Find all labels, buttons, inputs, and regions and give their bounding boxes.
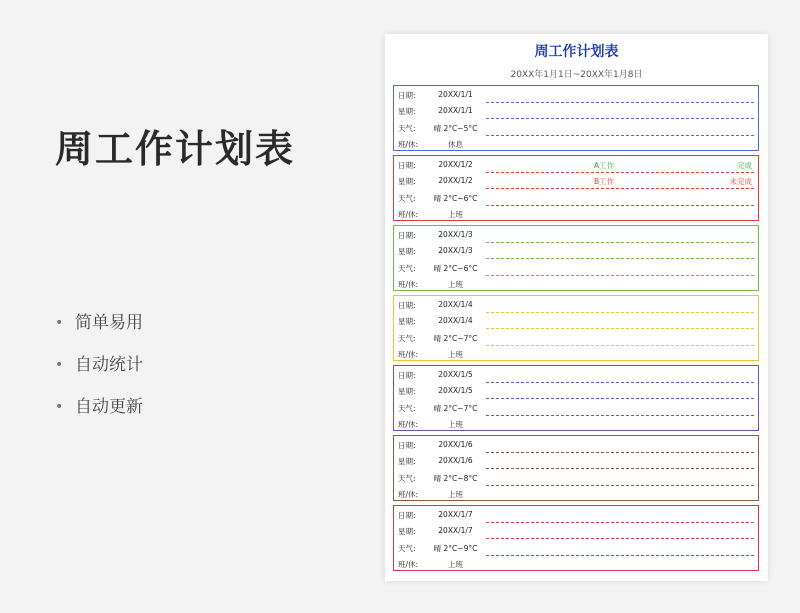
day-row-weekday xyxy=(394,453,758,469)
bullet-icon: • xyxy=(55,399,64,415)
date-label: 日期: xyxy=(398,91,416,100)
weather-value: 晴 2°C~6°C xyxy=(433,263,478,273)
day-row-weather xyxy=(394,190,758,206)
plan-sheet xyxy=(385,34,768,581)
day-row-weekday xyxy=(394,383,758,399)
task-status: 未完成 xyxy=(729,177,752,187)
day-row-weekday xyxy=(394,103,758,119)
bullet-icon: • xyxy=(55,357,64,373)
day-block xyxy=(393,225,759,291)
page-title: 周工作计划表 xyxy=(55,127,296,171)
sheet-title: 周工作计划表 xyxy=(534,44,619,60)
weekday-label: 星期: xyxy=(398,317,416,327)
bullet-icon: • xyxy=(55,315,64,331)
weather-label: 天气: xyxy=(398,263,416,273)
shift-value: 上班 xyxy=(448,279,463,289)
weather-value: 晴 2°C~6°C xyxy=(433,193,478,203)
shift-value: 上班 xyxy=(448,559,463,569)
day-block xyxy=(393,295,759,361)
day-row-weekday xyxy=(394,243,758,259)
day-block xyxy=(393,85,759,151)
day-row-shift xyxy=(394,346,758,362)
feature-item: • 简单易用 xyxy=(55,313,143,333)
day-row-date xyxy=(394,227,758,243)
day-row-date xyxy=(394,367,758,383)
shift-value: 上班 xyxy=(448,349,463,359)
day-row-shift xyxy=(394,486,758,502)
weather-label: 天气: xyxy=(398,333,416,343)
date-label: 日期: xyxy=(398,441,416,450)
shift-label: 班/休: xyxy=(398,559,419,569)
day-row-date xyxy=(394,507,758,523)
day-row-weather xyxy=(394,400,758,416)
weekday-label: 星期: xyxy=(398,107,416,117)
weekday-label: 星期: xyxy=(398,387,416,397)
day-row-shift xyxy=(394,206,758,222)
shift-value: 休息 xyxy=(448,139,463,149)
weather-value: 晴 2°C~5°C xyxy=(433,123,478,133)
weather-value: 晴 2°C~7°C xyxy=(433,403,478,413)
weather-value: 晴 2°C~9°C xyxy=(433,543,478,553)
weekday-label: 星期: xyxy=(398,247,416,257)
day-row-date xyxy=(394,437,758,453)
date-value: 20XX/1/6 xyxy=(438,440,473,449)
date-range: 20XX年1月1日~20XX年1月8日 xyxy=(510,70,643,80)
day-block xyxy=(393,155,759,221)
weekday-value: 20XX/1/6 xyxy=(438,456,473,466)
day-block xyxy=(393,505,759,571)
task-name: A工作 xyxy=(594,161,615,170)
day-row-weekday xyxy=(394,523,758,539)
shift-label: 班/休: xyxy=(398,209,419,219)
weather-value: 晴 2°C~7°C xyxy=(433,333,478,343)
feature-item: • 自动更新 xyxy=(55,397,143,417)
weekday-value: 20XX/1/5 xyxy=(438,386,473,396)
task-status: 完成 xyxy=(737,161,752,170)
weekday-label: 星期: xyxy=(398,527,416,537)
date-value: 20XX/1/1 xyxy=(438,90,473,99)
date-value: 20XX/1/4 xyxy=(438,300,473,309)
day-row-shift xyxy=(394,556,758,572)
day-row-weather xyxy=(394,540,758,556)
shift-label: 班/休: xyxy=(398,349,419,359)
weekday-value: 20XX/1/2 xyxy=(438,176,473,186)
shift-label: 班/休: xyxy=(398,489,419,499)
date-value: 20XX/1/2 xyxy=(438,160,473,169)
weather-label: 天气: xyxy=(398,403,416,413)
day-row-weather xyxy=(394,470,758,486)
weekday-value: 20XX/1/3 xyxy=(438,246,473,256)
day-row-weather xyxy=(394,120,758,136)
day-row-date xyxy=(394,157,758,173)
shift-label: 班/休: xyxy=(398,139,419,149)
weekday-value: 20XX/1/4 xyxy=(438,316,473,326)
date-label: 日期: xyxy=(398,231,416,240)
shift-value: 上班 xyxy=(448,489,463,499)
shift-value: 上班 xyxy=(448,209,463,219)
weather-label: 天气: xyxy=(398,123,416,133)
shift-label: 班/休: xyxy=(398,419,419,429)
weather-label: 天气: xyxy=(398,473,416,483)
weekday-value: 20XX/1/7 xyxy=(438,526,473,536)
weather-value: 晴 2°C~8°C xyxy=(433,473,478,483)
day-row-weather xyxy=(394,260,758,276)
day-row-date xyxy=(394,87,758,103)
day-row-weekday xyxy=(394,173,758,189)
date-value: 20XX/1/5 xyxy=(438,370,473,379)
day-row-shift xyxy=(394,136,758,152)
day-row-shift xyxy=(394,416,758,432)
day-row-weather xyxy=(394,330,758,346)
date-label: 日期: xyxy=(398,161,416,170)
day-block xyxy=(393,435,759,501)
weather-label: 天气: xyxy=(398,193,416,203)
task-name: B工作 xyxy=(594,177,615,187)
day-row-date xyxy=(394,297,758,313)
date-label: 日期: xyxy=(398,511,416,520)
shift-label: 班/休: xyxy=(398,279,419,289)
weather-label: 天气: xyxy=(398,543,416,553)
date-label: 日期: xyxy=(398,371,416,380)
date-value: 20XX/1/7 xyxy=(438,510,473,519)
date-value: 20XX/1/3 xyxy=(438,230,473,239)
date-label: 日期: xyxy=(398,301,416,310)
day-row-shift xyxy=(394,276,758,292)
shift-value: 上班 xyxy=(448,419,463,429)
day-row-weekday xyxy=(394,313,758,329)
feature-item: • 自动统计 xyxy=(55,355,143,375)
feature-list xyxy=(55,312,143,438)
weekday-value: 20XX/1/1 xyxy=(438,106,473,116)
weekday-label: 星期: xyxy=(398,457,416,467)
weekday-label: 星期: xyxy=(398,177,416,187)
day-block xyxy=(393,365,759,431)
